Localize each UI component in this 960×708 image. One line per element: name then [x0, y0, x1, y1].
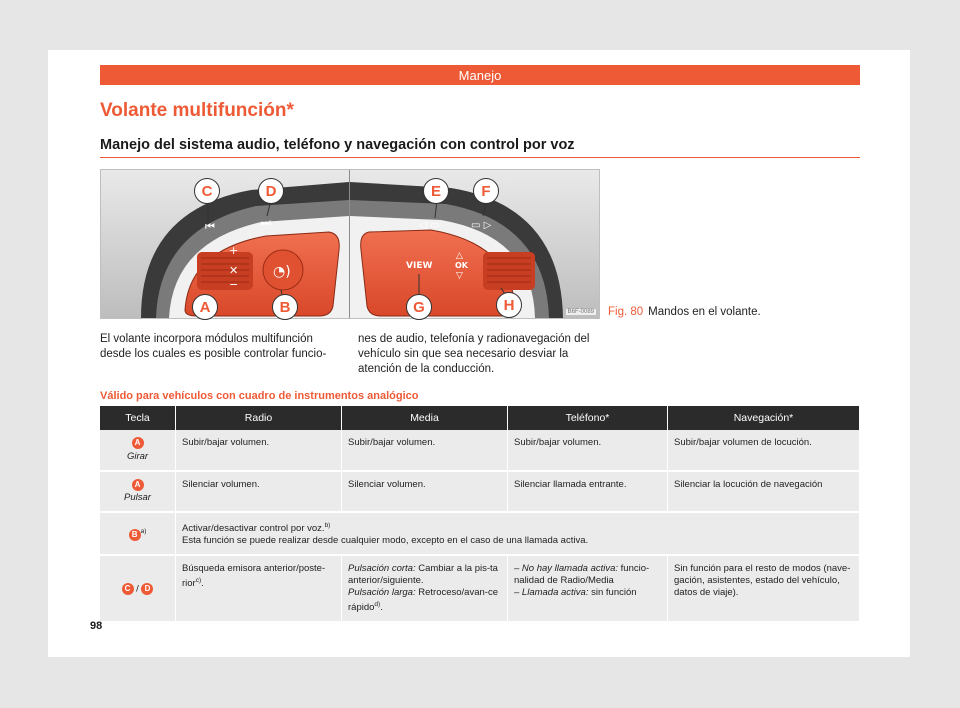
radio-cell: [176, 556, 342, 623]
footnote-ref: c): [195, 577, 202, 585]
media-cell: Subir/bajar volumen.: [342, 430, 508, 472]
key-badge-d: D: [141, 583, 153, 595]
key-action: Pulsar: [124, 492, 151, 504]
callout-c: C: [194, 178, 220, 204]
svg-text:−: −: [229, 278, 239, 291]
figure-caption-text: Mandos en el volante.: [648, 306, 761, 318]
callout-e: E: [423, 178, 449, 204]
intro-paragraph-col1: El volante incorpora módulos multifunción desde los cuales es posible controlar funcio-: [100, 333, 327, 360]
intro-paragraph-col2: nes de audio, telefonía y radionavegación del vehículo sin que sea necesario desviar la atención de la conducción.: [358, 333, 590, 375]
callout-g: G: [406, 294, 432, 320]
table-row: [100, 556, 860, 623]
subsection-title: Manejo del sistema audio, teléfono y navegación con control por voz: [100, 137, 575, 153]
media-long-press-label: Pulsación larga:: [348, 587, 416, 599]
key-cell: [100, 430, 176, 472]
subsection-divider: [100, 157, 860, 158]
navigation-cell: Silenciar la locución de navegación: [668, 472, 860, 514]
radio-cell: Subir/bajar volumen.: [176, 430, 342, 472]
footnote-ref: b): [324, 522, 331, 530]
svg-text:△: △: [456, 251, 463, 261]
key-badge-c: C: [122, 583, 134, 595]
navigation-cell: Sin función para el resto de modos (nave-gación, asistentes, estado del vehículo, datos de viaje).: [668, 556, 860, 623]
table-row: [100, 513, 860, 556]
key-cell: [100, 472, 176, 514]
media-text-end: .: [380, 602, 383, 614]
phone-active-call-text: sin función: [588, 587, 637, 599]
table-row: [100, 430, 860, 472]
view-button-label: VIEW: [406, 261, 433, 271]
footnote-ref: a): [140, 528, 147, 536]
callout-b: B: [272, 294, 298, 320]
column-header-key: Tecla: [100, 406, 176, 430]
callout-h: H: [496, 292, 522, 318]
ok-button-label: OK: [455, 261, 468, 270]
svg-text:⏮: ⏮: [205, 220, 215, 233]
key-action: Girar: [126, 450, 149, 462]
column-header-navigation: Navegación*: [668, 406, 860, 430]
phone-cell: Silenciar llamada entrante.: [508, 472, 668, 514]
column-header-media: Media: [342, 406, 508, 430]
callout-f: F: [473, 178, 499, 204]
figure-caption: [608, 306, 761, 318]
figure-number: Fig. 80: [608, 306, 644, 318]
phone-no-call-text: funcio-nalidad de Radio/Media: [514, 563, 650, 587]
key-cell: [100, 513, 176, 556]
key-separator: /: [133, 583, 142, 595]
table-row: [100, 472, 860, 514]
navigation-cell: Subir/bajar volumen de locución.: [668, 430, 860, 472]
figure-divider: [349, 170, 350, 318]
svg-text:◔): ◔): [273, 264, 291, 280]
key-cell: [100, 556, 176, 623]
media-cell: Silenciar volumen.: [342, 472, 508, 514]
figure-code: B6F-0089: [567, 309, 594, 315]
media-cell: [342, 556, 508, 623]
callout-d: D: [258, 178, 284, 204]
radio-cell: Silenciar volumen.: [176, 472, 342, 514]
footnote-ref: d): [374, 601, 381, 609]
callout-a: A: [192, 294, 218, 320]
svg-text:✕: ✕: [229, 264, 239, 277]
svg-text:⏭: ⏭: [261, 216, 271, 229]
column-header-radio: Radio: [176, 406, 342, 430]
svg-text:▽: ▽: [456, 271, 463, 281]
key-badge-b: B: [129, 529, 141, 541]
phone-cell: Subir/bajar volumen.: [508, 430, 668, 472]
table-header-row: [100, 406, 860, 430]
controls-table: [100, 406, 860, 623]
radio-text: Búsqueda emisora anterior/poste-rior: [182, 563, 326, 590]
svg-text:▭ ▷: ▭ ▷: [471, 220, 492, 231]
media-long-press-text: Retroceso/avan-ce rápido: [348, 587, 498, 614]
media-short-press-text: Cambiar a la pis-ta anterior/siguiente.: [348, 563, 498, 587]
steering-wheel-figure: [100, 169, 600, 319]
voice-control-note: Esta función se puede realizar desde cualquier modo, excepto en el caso de una llamada activa.: [182, 535, 589, 547]
steering-wheel-illustration: [101, 170, 599, 318]
svg-text:◁ ▭: ◁ ▭: [419, 220, 440, 231]
voice-control-text: Activar/desactivar control por voz.: [182, 523, 325, 535]
chapter-header: [100, 65, 860, 85]
phone-no-call-label: – No hay llamada activa:: [514, 563, 619, 575]
validity-heading: Válido para vehículos con cuadro de instrumentos analógico: [100, 390, 419, 402]
phone-cell: [508, 556, 668, 623]
media-short-press-label: Pulsación corta:: [348, 563, 416, 575]
phone-active-call-label: – Llamada activa:: [514, 587, 589, 599]
svg-text:+: +: [229, 244, 239, 257]
key-badge-a: A: [132, 479, 144, 491]
key-badge-a: A: [132, 437, 144, 449]
chapter-title: Manejo: [458, 67, 502, 83]
voice-control-cell: [176, 513, 860, 556]
section-title: Volante multifunción*: [100, 100, 294, 121]
column-header-phone: Teléfono*: [508, 406, 668, 430]
page-number: 98: [90, 620, 103, 632]
radio-text-end: .: [201, 578, 204, 590]
